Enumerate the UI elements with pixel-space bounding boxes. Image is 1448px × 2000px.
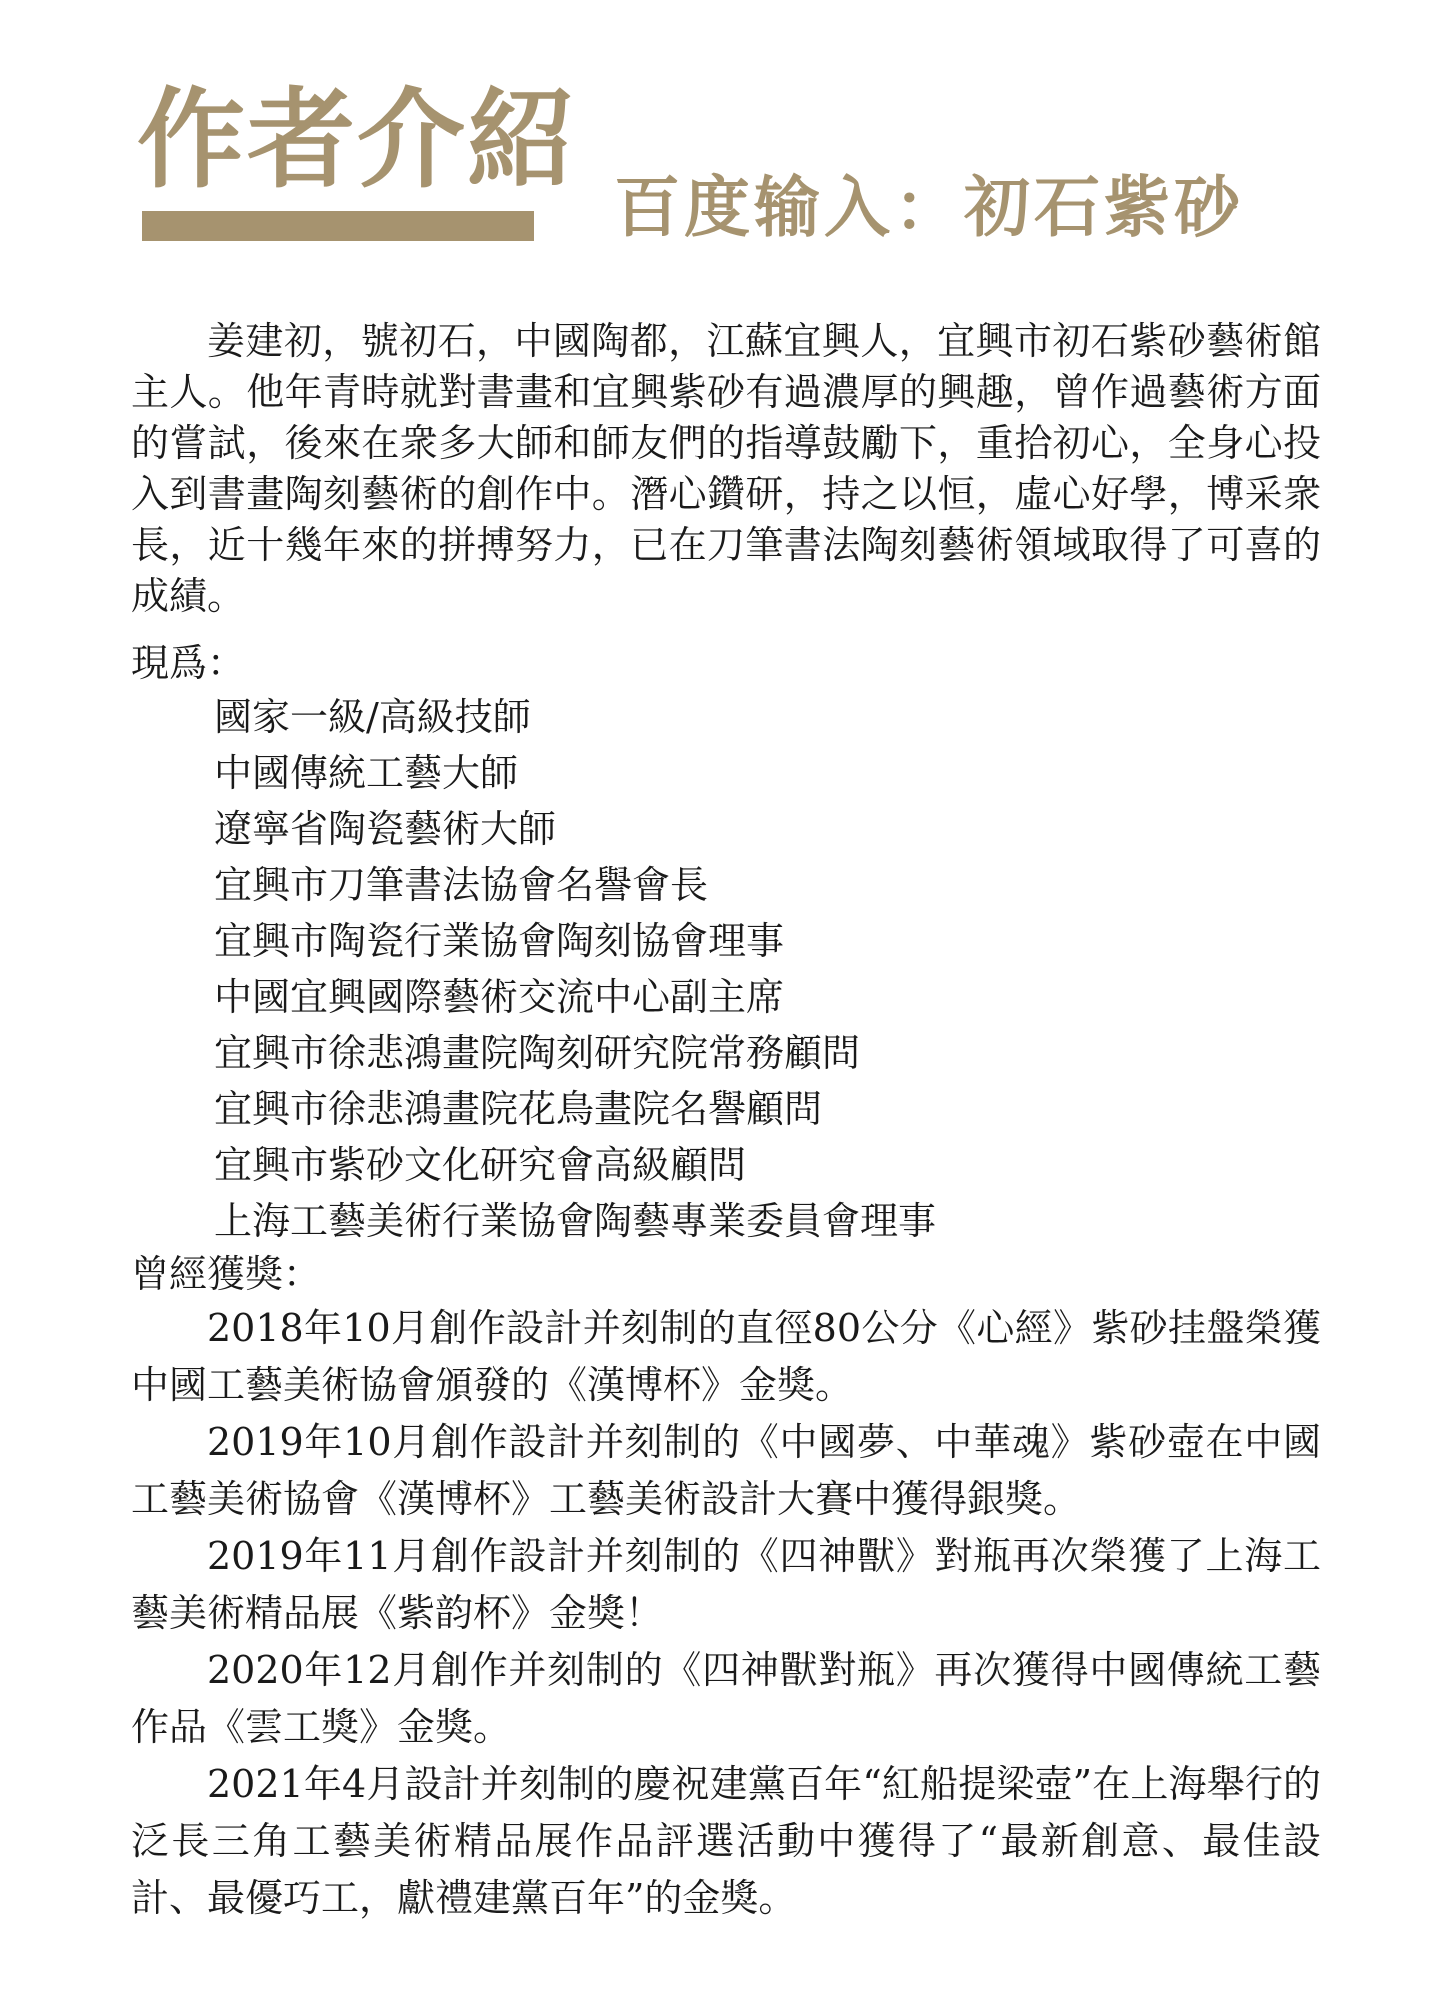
awards-label: 曾經獲獎： [131,1252,322,1296]
current-titles-list [131,689,1321,1249]
list-item: 中國宜興國際藝術交流中心副主席 [214,975,785,1019]
list-item: 上海工藝美術行業協會陶藝專業委員會理事 [214,1199,937,1243]
page-title: 作者介紹 [137,77,578,203]
page-subtitle: 百度输入：初石紫砂 [614,169,1244,246]
article-body [131,316,1321,1927]
award-item: 2019年11月創作設計并刻制的《四神獸》對瓶再次榮獲了上海工藝美術精品展《紫韵杯》金獎！ [131,1534,1321,1635]
list-item: 宜興市徐悲鴻畫院花鳥畫院名譽顧問 [214,1087,823,1131]
list-item: 遼寧省陶瓷藝術大師 [214,807,557,851]
award-item: 2018年10月創作設計并刻制的直徑80公分《心經》紫砂挂盤榮獲中國工藝美術協會頒發的《漢博杯》金獎。 [131,1306,1321,1407]
award-item: 2019年10月創作設計并刻制的《中國夢、中華魂》紫砂壺在中國工藝美術協會《漢博杯》工藝美術設計大賽中獲得銀獎。 [131,1420,1321,1521]
current-titles-label: 現爲： [131,641,246,685]
intro-paragraph: 姜建初，號初石，中國陶都，江蘇宜興人，宜興市初石紫砂藝術館主人。他年青時就對書畫和宜興紫砂有過濃厚的興趣，曾作過藝術方面的嘗試，後來在衆多大師和師友們的指導鼓勵下，重拾初心，全身心投入到書畫陶刻藝術的創作中。潛心鑽研，持之以恒，虛心好學，博采衆長，近十幾年來的拼搏努力，已在刀筆書法陶刻藝術領域取得了可喜的成績。 [131,319,1321,618]
list-item: 宜興市紫砂文化研究會高級顧問 [214,1143,747,1187]
list-item: 宜興市陶瓷行業協會陶刻協會理事 [214,919,785,963]
list-item: 宜興市徐悲鴻畫院陶刻研究院常務顧問 [214,1031,861,1075]
list-item: 宜興市刀筆書法協會名譽會長 [214,863,709,907]
list-item: 國家一級/高級技師 [214,695,531,739]
awards-list [131,1300,1321,1927]
title-underline-bar [142,211,534,241]
list-item: 中國傳統工藝大師 [214,751,519,795]
award-item: 2021年4月設計并刻制的慶祝建黨百年“紅船提梁壺”在上海舉行的泛長三角工藝美術精品展作品評選活動中獲得了“最新創意、最佳設計、最優巧工，獻禮建黨百年”的金獎。 [131,1762,1321,1920]
award-item: 2020年12月創作并刻制的《四神獸對瓶》再次獲得中國傳統工藝作品《雲工獎》金獎。 [131,1648,1321,1749]
